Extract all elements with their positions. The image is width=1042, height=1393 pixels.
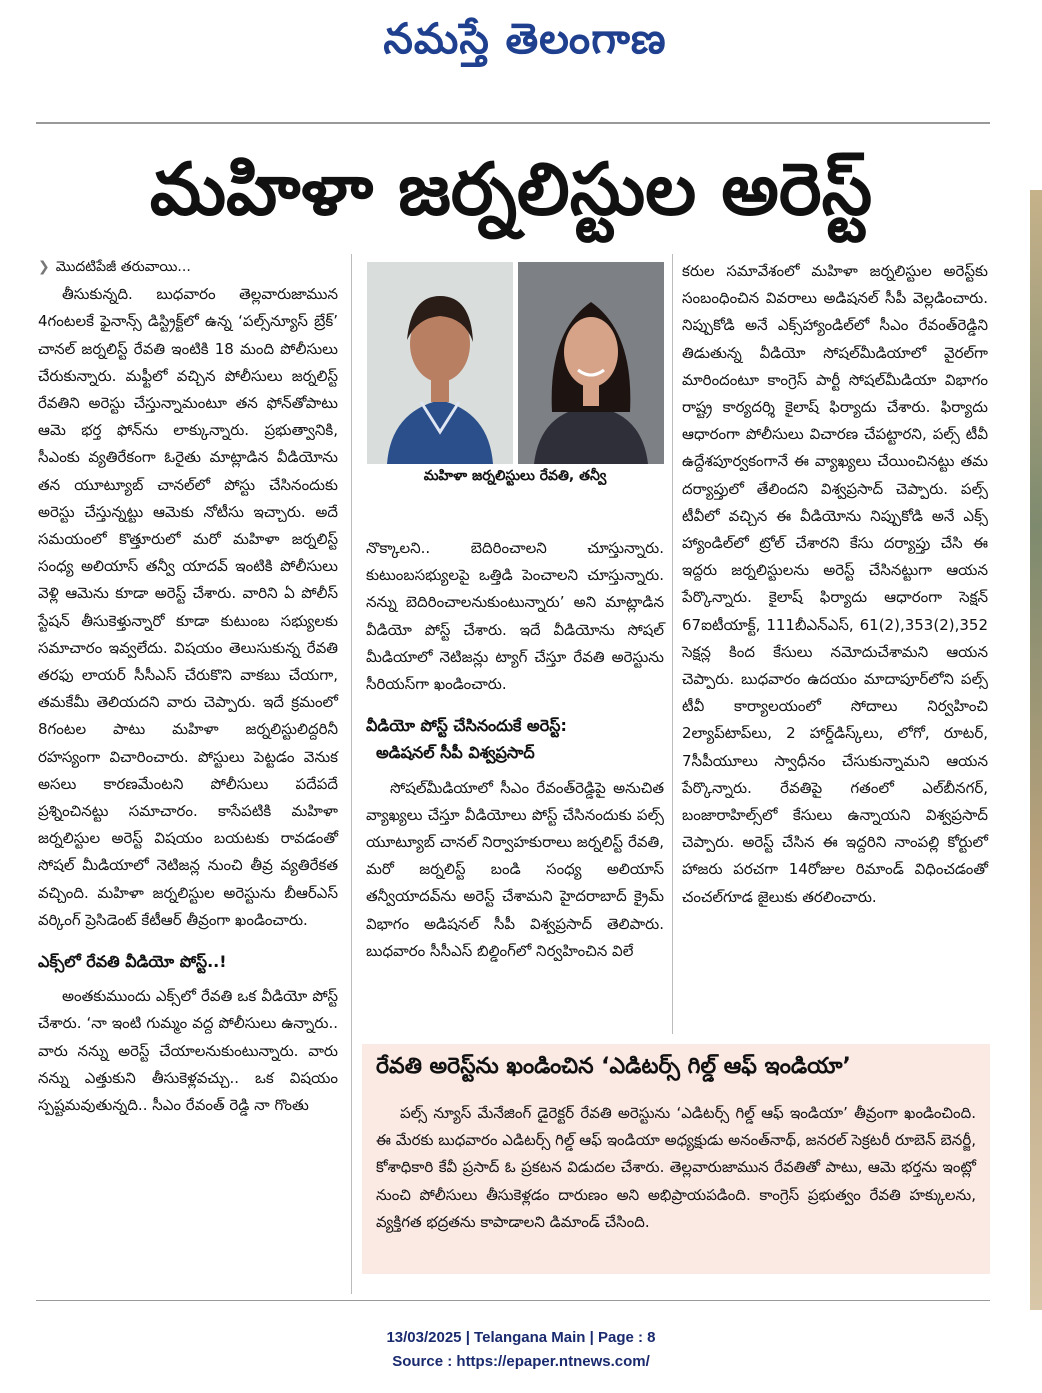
paragraph: నొక్కాలని.. బెదిరించాలని చూస్తున్నారు. కుటుంబసభ్యులపై ఒత్తిడి పెంచాలని చూస్తున్నారు. నన్ను బెదిరించాలనుకుంటున్నారు’ అని మాట్లాడిన వీడియో పోస్ట్ చేశారు. ఇదే వీడియోను సోషల్ మీడియాలో నెటిజన్లు ట్యాగ్ చేస్తూ రేవతి అరెస్టును సీరియస్‌గా ఖండించారు. [366,539,664,694]
journalist-photo-thanvi [518,262,664,464]
photo-caption: మహిళా జర్నలిస్టులు రేవతి, తన్వీ [423,468,607,484]
portrait-image [367,262,513,464]
column-divider [672,254,673,1034]
paragraph: తీసుకున్నది. బుధవారం తెల్లవారుజామున 4గంటలకే ఫైనాన్స్ డిస్ట్రిక్ట్‌లో ఉన్న ‘పల్స్‌న్యూస్ బ్రేక్’ చానల్ జర్నలిస్ట్ రేవతి ఇంటికి 18 మంది పోలీసులు చేరుకున్నారు. మఫ్టీలో వచ్చిన పోలీసులు జర్నలిస్ట్ రేవతిని అరెస్టు చేస్తున్నామంటూ తన ఫోన్‌తోపాటు ఆమె భర్త ఫోన్‌ను లాక్కున్నారు. ప్రభుత్వానికి, సీఎంకు వ్యతిరేకంగా ఓరైతు మాట్లాడిన వీడియోను తన యూట్యూబ్ చానల్‌లో పోస్టు చేసినందుకు అరెస్టు చేస్తున్నట్టు ఆమెకు నోటీసు ఇచ్చారు. అదే సమయంలో కొత్తూరులో మరో మహిళా జర్నలిస్ట్ సంధ్య అలియాస్ తన్వీ యాదవ్ ఇంటికి పోలీసులు వెళ్లి ఆమెను కూడా అరెస్ట్ చేశారు. వారిని ఏ పోలీస్ స్టేషన్ తీసుకెళ్తున్నారో కూడా కుటుంబ సభ్యులకు సమాచారం ఇవ్వలేదు. విషయం తెలుసుకున్న రేవతి తరఫు లాయర్ సీసీఎస్ చేరుకొని వాకబు చేయగా, తమకేమీ తెలియదని వారు చెప్పారు. ఇదే క్రమంలో 8గంటల పాటు మహిళా జర్నలిస్టులిద్దరినీ రహస్యంగా విచారించారు. పోస్టులు పెట్టడం వెనుక అసలు కారణమేంటని పోలీసులు పదేపదే ప్రశ్నించినట్టు సమాచారం. కాసేపటికి మహిళా జర్నలిస్టుల అరెస్ట్ విషయం బయటకు రావడంతో సోషల్ మీడియాలో నెటిజన్ల నుంచి తీవ్ర వ్యతిరేకత వచ్చింది. మహిళా జర్నలిస్టుల అరెస్టును బీఆర్‌ఎస్ వర్కింగ్ ప్రెసిడెంట్ కేటీఆర్ తీవ్రంగా ఖండించారు. [38,285,338,929]
page-footer [0,1326,1042,1374]
adjacent-page-edge [1030,190,1042,1310]
continued-text: మొదటిపేజీ తరువాయి... [55,259,191,275]
article-column-3 [682,258,988,911]
masthead-logo: నమస్తే తెలంగాణ [383,14,667,63]
journalist-photo-revathi [367,262,513,464]
box-body: పల్స్ న్యూస్ మేనేజింగ్ డైరెక్టర్ రేవతి అరెస్టును ‘ఎడిటర్స్ గిల్డ్ ఆఫ్ ఇండియా’ తీవ్రంగా ఖండించింది. ఈ మేరకు బుధవారం ఎడిటర్స్ గిల్డ్ ఆఫ్ ఇండియా అధ్యక్షుడు అనంత్‌నాథ్, జనరల్ సెక్రటరీ రూబెన్ బెనర్జీ, కోశాధికారి కేవీ ప్రసాద్ ఓ ప్రకటన విడుదల చేశారు. తెల్లవారుజామున రేవతితో పాటు, ఆమె భర్తను ఇంట్లో నుంచి పోలీసులు తీసుకెళ్లడం దారుణం అని అభిప్రాయపడింది. కాంగ్రెస్ ప్రభుత్వం రేవతి హక్కులను, వ్యక్తిగత భద్రతను కాపాడాలని డిమాండ్ చేసింది. [376,1104,976,1231]
paragraph: అంతకుముందు ఎక్స్‌లో రేవతి ఒక వీడియో పోస్ట్ చేశారు. ‘నా ఇంటి గుమ్మం వద్ద పోలీసులు ఉన్నారు.. వారు నన్ను అరెస్ట్ చేయాలనుకుంటున్నారు. వారు నన్ను ఎత్తుకుని తీసుకెళ్లవచ్చు.. ఒక విషయం స్పష్టమవుతున్నది.. సీఎం రేవంత్ రెడ్డి నా గొంతు [38,987,338,1115]
bottom-divider [36,1300,990,1301]
footer-source: Source : https://epaper.ntnews.com/ [392,1353,650,1370]
photo-block [367,262,663,498]
top-divider [36,122,990,124]
portrait-image [518,262,664,464]
chevron-right-icon: ❯ [38,259,50,275]
subheading: ఎక్స్‌లో రేవతి వీడియో పోస్ట్..! [38,952,227,972]
continued-marker [38,254,338,281]
headline: మహిళా జర్నలిస్టుల అరెస్ట్ [149,147,873,231]
article-column-1 [38,254,338,1119]
column-divider [351,254,352,1294]
paragraph: కరుల సమావేశంలో మహిళా జర్నలిస్టుల అరెస్ట్‌కు సంబంధించిన వివరాలు అడిషనల్ సీపీ వెల్లడించారు. నిప్పుకోడి అనే ఎక్స్‌హ్యాండిల్‌లో సీఎం రేవంత్‌రెడ్డిని తిడుతున్న వీడియో సోషల్‌మీడియాలో వైరల్‌గా మారిందంటూ కాంగ్రెస్ పార్టీ సోషల్‌మీడియా విభాగం రాష్ట్ర కార్యదర్శి కైలాష్ ఫిర్యాదు చేశారు. ఫిర్యాదు ఆధారంగా పోలీసులు విచారణ చేపట్టారని, పల్స్ టీవీ ఉద్దేశపూర్వకంగానే ఈ వ్యాఖ్యలు చేయించినట్టు తమ దర్యాప్తులో తేలిందని విశ్వప్రసాద్ చెప్పారు. పల్స్ టీవీలో వచ్చిన ఈ వీడియోను నిప్పుకోడి అనే ఎక్స్ హ్యాండిల్‌లో ట్రోల్ చేశారని కేసు దర్యాప్తు చేసి ఈ ఇద్దరు జర్నలిస్టులను అరెస్ట్ చేసినట్టుగా ఆయన పేర్కొన్నారు. కైలాష్ ఫిర్యాదు ఆధారంగా సెక్షన్ 67ఐటీయాక్ట్, 111బీఎన్‌ఎస్, 61(2),353(2),352 సెక్షన్ల కింద కేసులు నమోదుచేశామని ఆయన చెప్పారు. బుధవారం ఉదయం మాదాపూర్‌లోని పల్స్ టీవీ కార్యాలయంలో సోదాలు నిర్వహించి 2ల్యాప్‌టాప్‌లు, 2 హార్డ్‌డిస్క్‌లు, లోగో, రూటర్, 7సీపీయూలు స్వాధీనం చేసుకున్నామని ఆయన పేర్కొన్నారు. రేవతిపై గతంలో ఎల్‌బీనగర్, బంజారాహిల్స్‌లో కేసులు ఉన్నాయని విశ్వప్రసాద్ చెప్పారు. అరెస్ట్ చేసిన ఈ ఇద్దరిని నాంపల్లి కోర్టులో హాజరు పరచగా 14రోజుల రిమాండ్ విధించడంతో చంచల్‌గూడ జైలుకు తరలించారు. [682,262,988,906]
subheading-byline: అడిషనల్ సీపీ విశ్వప్రసాద్ [376,743,535,763]
footer-date-page: 13/03/2025 | Telangana Main | Page : 8 [386,1329,656,1346]
paragraph: సోషల్‌మీడియాలో సీఎం రేవంత్‌రెడ్డిపై అనుచిత వ్యాఖ్యలు చేస్తూ వీడియోలు పోస్ట్ చేసినందుకు పల్స్ యూట్యూబ్ చానల్ నిర్వాహకురాలు జర్నలిస్ట్ రేవతి, మరో జర్నలిస్ట్ బండి సంధ్య అలియాస్ తన్వీయాదవ్‌ను అరెస్ట్ చేశామని హైదరాబాద్ క్రైమ్ విభాగం అడిషనల్ సీపీ విశ్వప్రసాద్ తెలిపారు. బుధవారం సీసీఎస్ బిల్డింగ్‌లో నిర్వహించిన విలే [366,778,664,960]
editors-guild-box [362,1044,990,1274]
article-column-2 [366,535,664,965]
subheading: వీడియో పోస్ట్ చేసినందుకే అరెస్ట్: [366,716,567,736]
box-title: రేవతి అరెస్ట్‌ను ఖండించిన ‘ఎడిటర్స్ గిల్డ్ ఆఫ్ ఇండియా’ [376,1054,851,1079]
